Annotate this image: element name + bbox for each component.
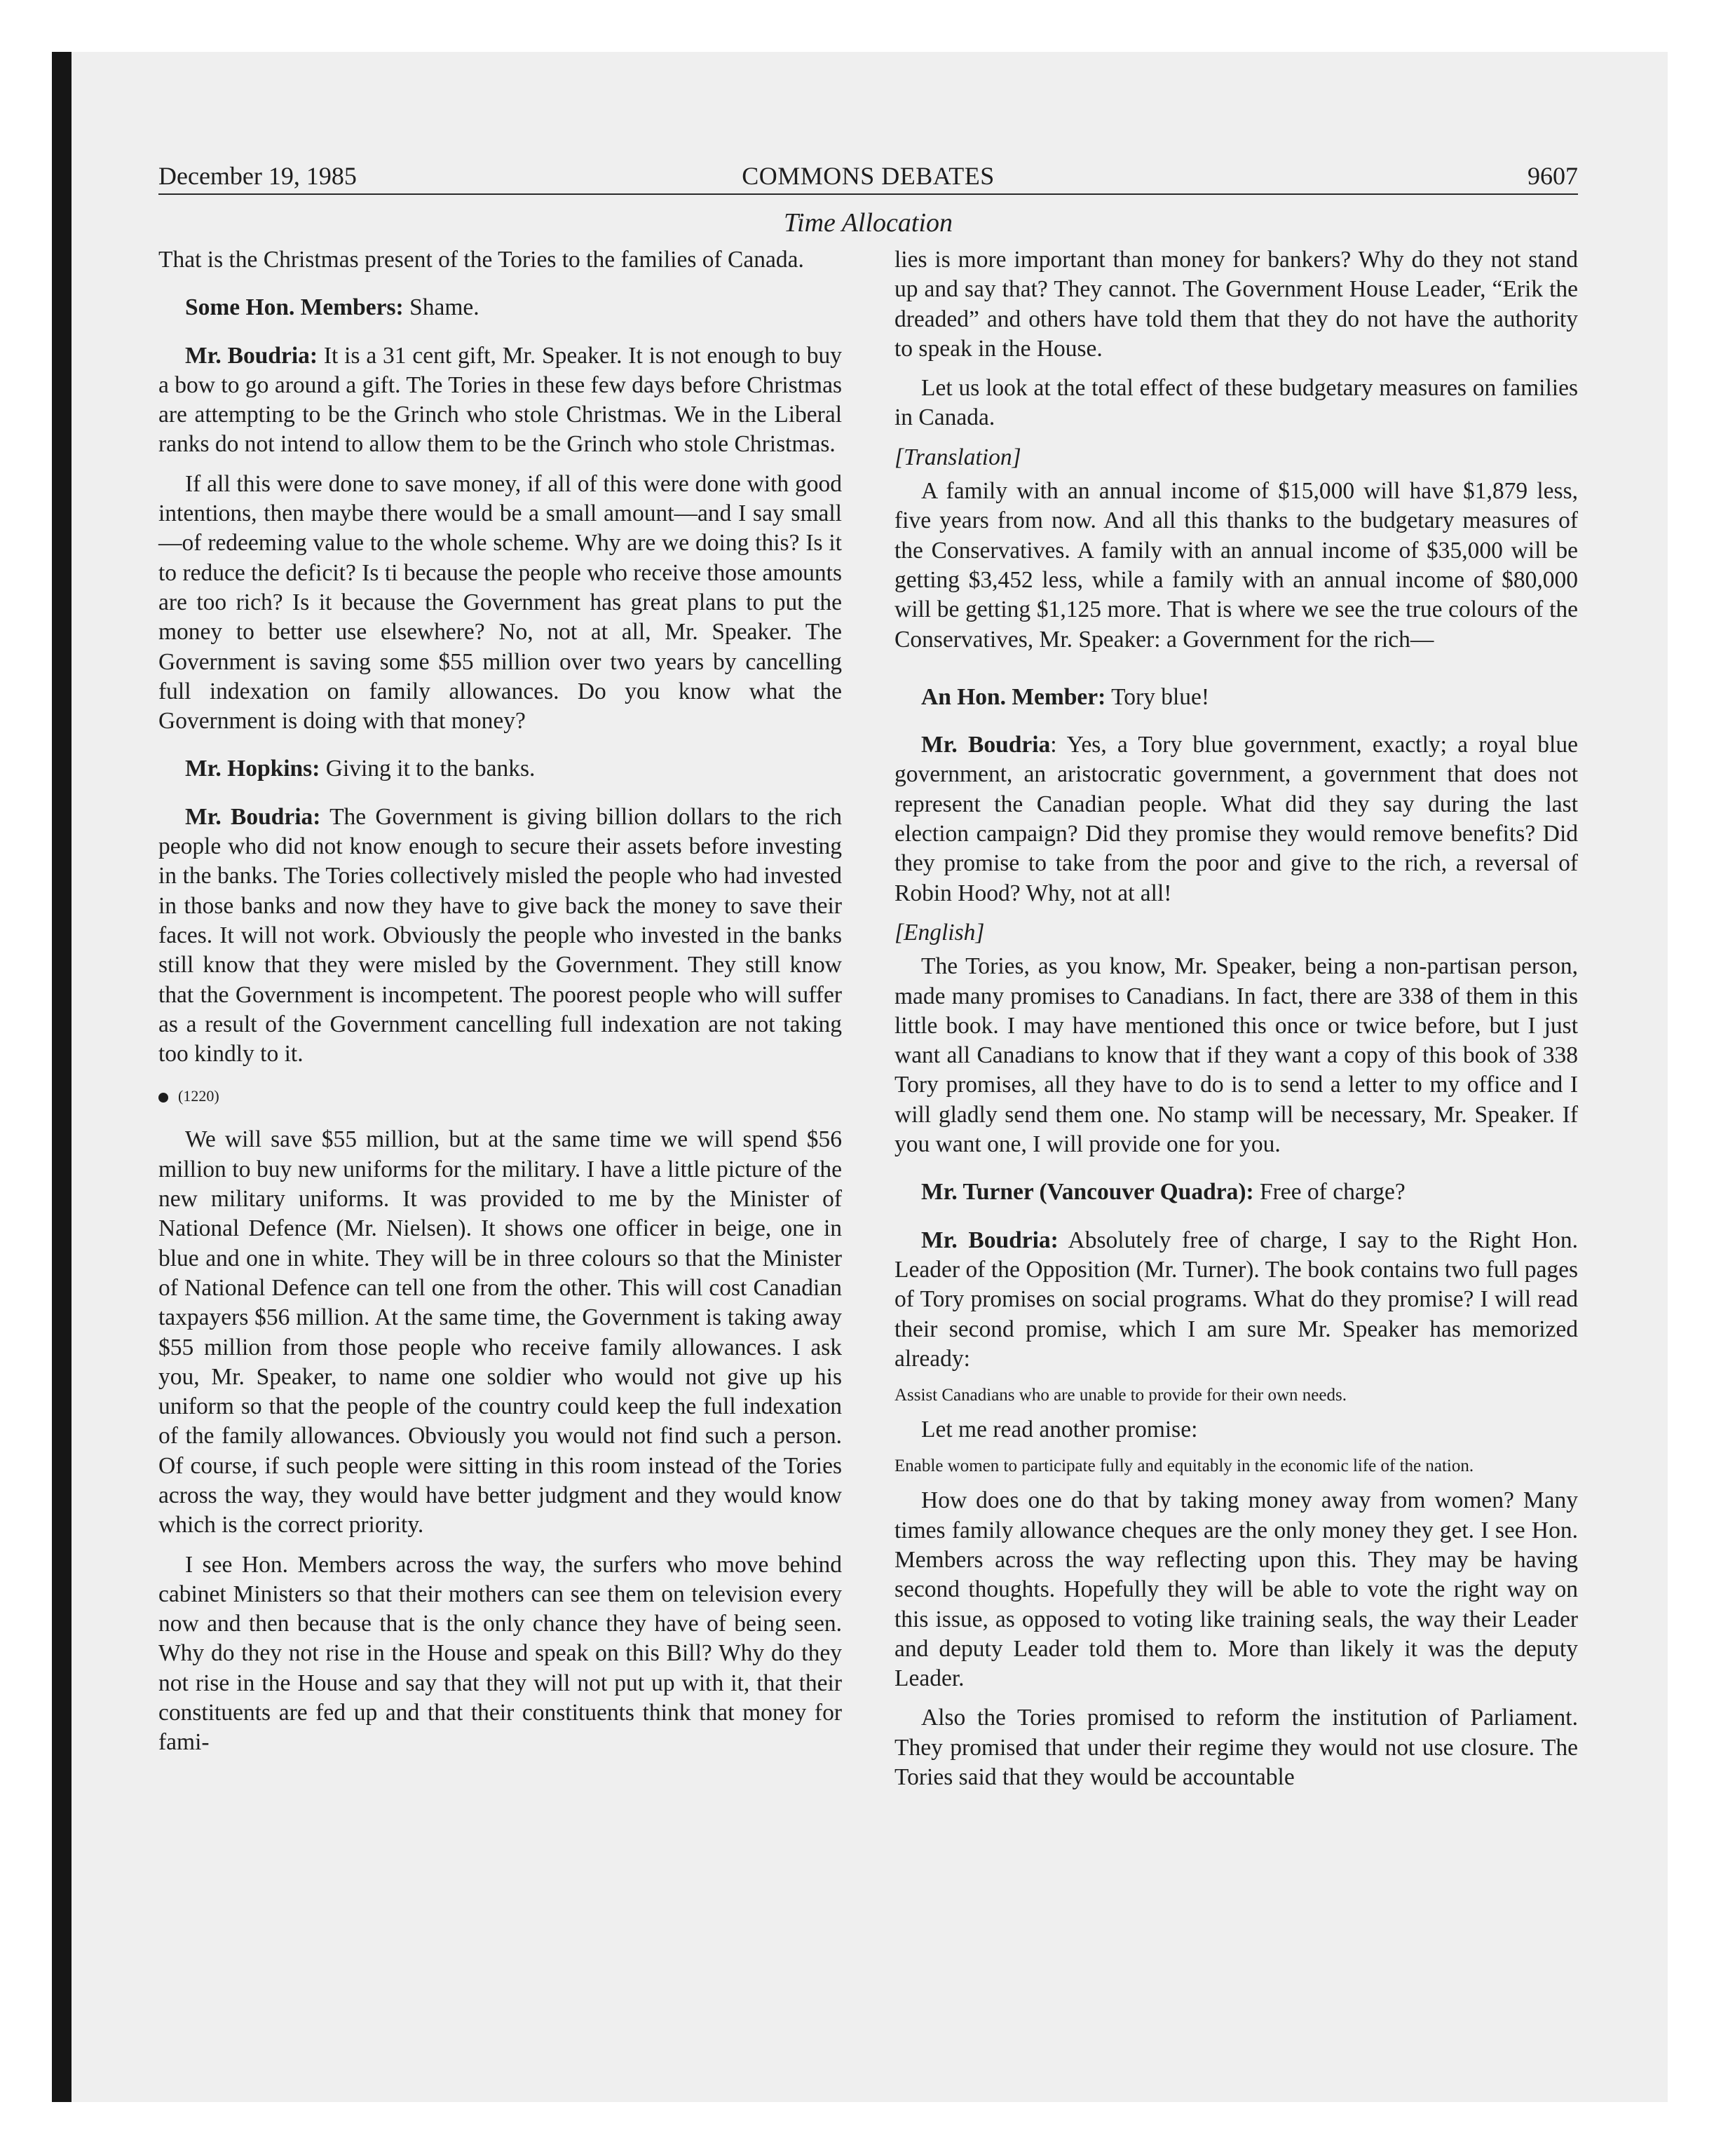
time-marker (158, 1086, 842, 1107)
speech (158, 803, 842, 1070)
speaker-name: Some Hon. Members: (185, 294, 404, 321)
speech-text: Shame. (403, 294, 479, 321)
speech (894, 1178, 1578, 1207)
speech (894, 683, 1578, 712)
speaker-name: Mr. Hopkins: (185, 756, 320, 782)
paragraph: Let us look at the total effect of these budgetary measures on families in Canada. (894, 375, 1578, 431)
paragraph: How does one do that by taking money away from women? Many times family allowance cheques are the only money they get. I see Hon. Members across the way reflecting upon this. They may be having second thoughts. Hopefully they will be able to vote the right way on this issue, as opposed to voting like training seals, the way their Leader and deputy Leader told them to. More than likely it was the deputy Leader. (894, 1487, 1578, 1692)
speech-text: Free of charge? (1253, 1179, 1406, 1206)
left-column (158, 245, 842, 1768)
speaker-name: An Hon. Member: (921, 683, 1106, 710)
speech (894, 730, 1578, 908)
speaker-name: Mr. Turner (Vancouver Quadra): (921, 1179, 1254, 1206)
speaker-name: Mr. Boudria: (185, 803, 321, 830)
speech-text: It is a 31 cent gift, Mr. Speaker. It is not enough to buy a bow to go around a gift. The Tories in these few days before Christmas are attempting to be the Grinch who stole Christmas. We in the Liberal ranks do not intend to allow them to be the Grinch who stole Christmas. (158, 342, 842, 458)
speech (158, 754, 842, 784)
paragraph: That is the Christmas present of the Tories to the families of Canada. (158, 247, 804, 273)
section-title: Time Allocation (783, 208, 953, 238)
speech (158, 293, 842, 322)
speech-text: Tory blue! (1105, 683, 1210, 710)
header-journal-title: COMMONS DEBATES (742, 162, 995, 190)
header-page-number: 9607 (1528, 162, 1578, 190)
paragraph: Also the Tories promised to reform the institution of Parliament. They promised that under their regime they would not use closure. The Tories said that they would be accountable (894, 1705, 1578, 1791)
paragraph: We will save $55 million, but at the same time we will spend $56 million to buy new uniforms for the military. I have a little picture of the new military uniforms. It was provided to me by the Minister of National Defence (Mr. Nielsen). It shows one officer in beige, one in blue and one in white. They will be in three colours so that the Minister of National Defence can tell one from the other. This will cost Canadian taxpayers $56 million. At the same time, the Government is taking away $55 million from those people who receive family allowances. I ask you, Mr. Speaker, to name one soldier who would not give up his uniform so that the people of the country could keep the full indexation of the family allowances. Obviously you would not find such a person. Of course, if such people were sitting in this room instead of the Tories across the way, they would have better judgment and they would know which is the correct priority. (158, 1126, 842, 1538)
paragraph: The Tories, as you know, Mr. Speaker, being a non-partisan person, made many promises to Canadians. In fact, there are 338 of them in this little book. I may have mentioned this once or twice before, but I just want all Canadians to know that if they want a copy of this book of 338 Tory promises, all they have to do is to send a letter to my office and I will gladly send them one. No stamp will be necessary, Mr. Speaker. If you want one, I will provide one for you. (894, 953, 1578, 1158)
speech-text: Giving it to the banks. (320, 756, 536, 782)
paragraph: Let me read another promise: (921, 1417, 1198, 1443)
speech-text: : Yes, a Tory blue government, exactly; a royal blue government, an aristocratic government, a government that does not represent the Canadian people. What did they say during the last election campaign? Did they promise they would remove benefits? Did they promise to take from the poor and give to the rich, a reversal of Robin Hood? Why, not at all! (894, 732, 1578, 906)
header-date: December 19, 1985 (158, 162, 357, 190)
bullet-icon (158, 1093, 168, 1103)
speech-text: The Government is giving billion dollars to the rich people who did not know enough to secure their assets before investing in the banks. The Tories collectively misled the people who had invested in those banks and now they have to give back the money to save their faces. It will not work. Obviously the people who invested in the banks still know that they were misled by the Government. They still know that the Government is incompetent. The poorest people who will suffer as a result of the Government cancelling full indexation are not taking too kindly to it. (158, 803, 843, 1067)
paragraph: I see Hon. Members across the way, the surfers who move behind cabinet Ministers so that their mothers can see them on television every now and then because that is the only chance they have of being seen. Why do they not rise in the House and speak on this Bill? Why do they not rise in the House and say that they will not put up with it, that their constituents are fed up and that their constituents think that money for fami- (158, 1551, 842, 1756)
running-header (158, 158, 1578, 195)
paragraph: lies is more important than money for bankers? Why do they not stand up and say that? They cannot. The Government House Leader, “Erik the dreaded” and others have told them that they do not have the authority to speak in the House. (894, 247, 1578, 362)
paragraph: A family with an annual income of $15,000 will have $1,879 less, five years from now. And all this thanks to the budgetary measures of the Conservatives. A family with an annual income of $35,000 will be getting $3,452 less, while a family with an annual income of $80,000 will be getting $1,125 more. That is where we see the true colours of the Conservatives, Mr. Speaker: a Government for the rich— (894, 478, 1578, 653)
speech-text: Absolutely free of charge, I say to the Right Hon. Leader of the Opposition (Mr. Turner). The book contains two full pages of Tory promises on social programs. What do they promise? I will read their second promise, which I am sure Mr. Speaker has memorized already: (894, 1227, 1579, 1372)
right-column (894, 245, 1578, 1802)
quoted-promise: Assist Canadians who are unable to provide for their own needs. (894, 1386, 1347, 1405)
paragraph: If all this were done to save money, if all of this were done with good intentions, then maybe there would be a small amount—and I say small—of redeeming value to the whole scheme. Why are we doing this? Is it to reduce the deficit? Is ti because the people who receive those amounts are too rich? Is it because the Government has great plans to put the money to better use elsewhere? No, not at all, Mr. Speaker. The Government is saving some $55 million over two years by cancelling full indexation on family allowances. Do you know what the Government is doing with that money? (158, 470, 842, 735)
binding-shadow (52, 52, 72, 2102)
speech (158, 341, 842, 460)
language-tag: [English] (894, 919, 985, 946)
language-tag: [Translation] (894, 444, 1021, 470)
quoted-promise: Enable women to participate fully and equitably in the economic life of the nation. (894, 1456, 1474, 1476)
speaker-name: Mr. Boudria: (185, 342, 318, 369)
time-marker-text: (1220) (178, 1087, 219, 1105)
speech (894, 1226, 1578, 1374)
speaker-name: Mr. Boudria: (921, 1227, 1059, 1253)
speaker-name: Mr. Boudria (921, 732, 1051, 758)
